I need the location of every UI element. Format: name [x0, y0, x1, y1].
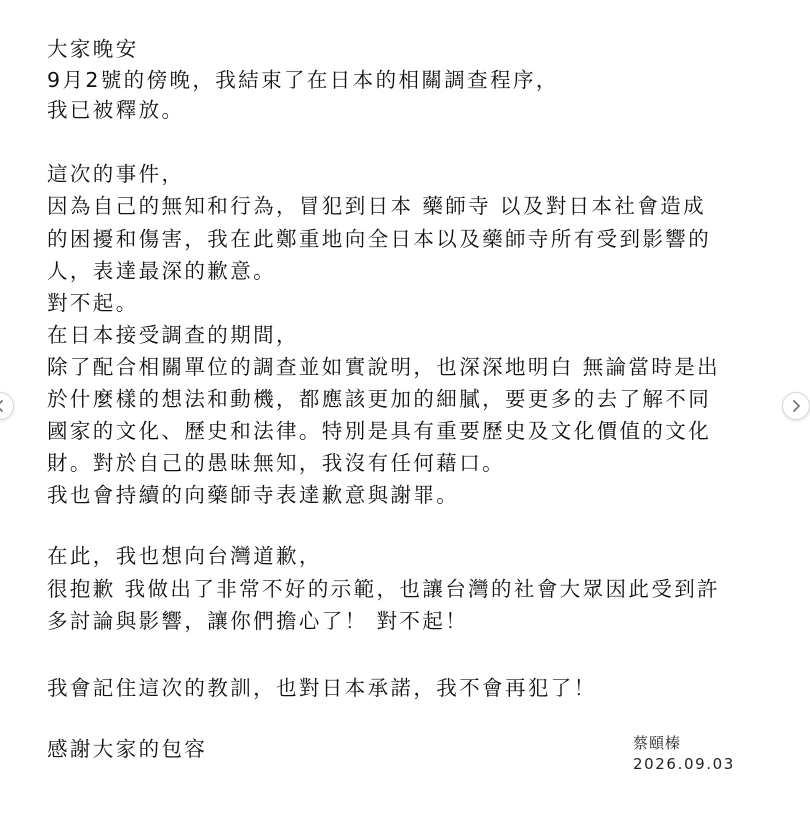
letter-line: 財。對於自己的愚昧無知，我沒有任何藉口。 — [47, 451, 505, 475]
letter-line: 很抱歉 我做出了非常不好的示範，也讓台灣的社會大眾因此受到許 — [47, 577, 721, 601]
closing-line: 感謝大家的包容 — [47, 737, 208, 761]
letter-line: 這次的事件， — [47, 162, 185, 186]
letter-line: 人，表達最深的歉意。 — [47, 259, 276, 283]
letter-line: 9月2號的傍晚，我結束了在日本的相關調查程序， — [47, 68, 559, 92]
letter-line: 多討論與影響，讓你們擔心了！ 對不起！ — [47, 609, 469, 633]
carousel-next-button[interactable] — [782, 392, 810, 420]
letter-line: 於什麼樣的想法和動機，都應該更加的細膩，要更多的去了解不同 — [47, 387, 712, 411]
letter-line: 對不起。 — [47, 291, 139, 315]
letter-line: 除了配合相關單位的調查並如實說明，也深深地明白 無論當時是出 — [47, 355, 721, 379]
signature-date: 2026.09.03 — [633, 755, 735, 773]
signature-name: 蔡頤榛 — [633, 734, 682, 752]
chevron-right-icon — [791, 400, 801, 412]
letter-line: 大家晚安 — [47, 37, 139, 61]
letter-line: 我會記住這次的教訓，也對日本承諾，我不會再犯了！ — [47, 676, 597, 700]
letter-line: 我已被釋放。 — [47, 98, 185, 122]
letter-line: 在日本接受調查的期間， — [47, 323, 299, 347]
letter-line: 的困擾和傷害，我在此鄭重地向全日本以及藥師寺所有受到影響的 — [47, 227, 712, 251]
letter-line: 因為自己的無知和行為，冒犯到日本 藥師寺 以及對日本社會造成 — [47, 194, 707, 218]
letter-line: 我也會持續的向藥師寺表達歉意與謝罪。 — [47, 483, 460, 507]
letter-line: 在此，我也想向台灣道歉， — [47, 544, 322, 568]
letter-line: 國家的文化、歷史和法律。特別是具有重要歷史及文化價值的文化 — [47, 419, 712, 443]
chevron-left-icon — [0, 400, 5, 412]
